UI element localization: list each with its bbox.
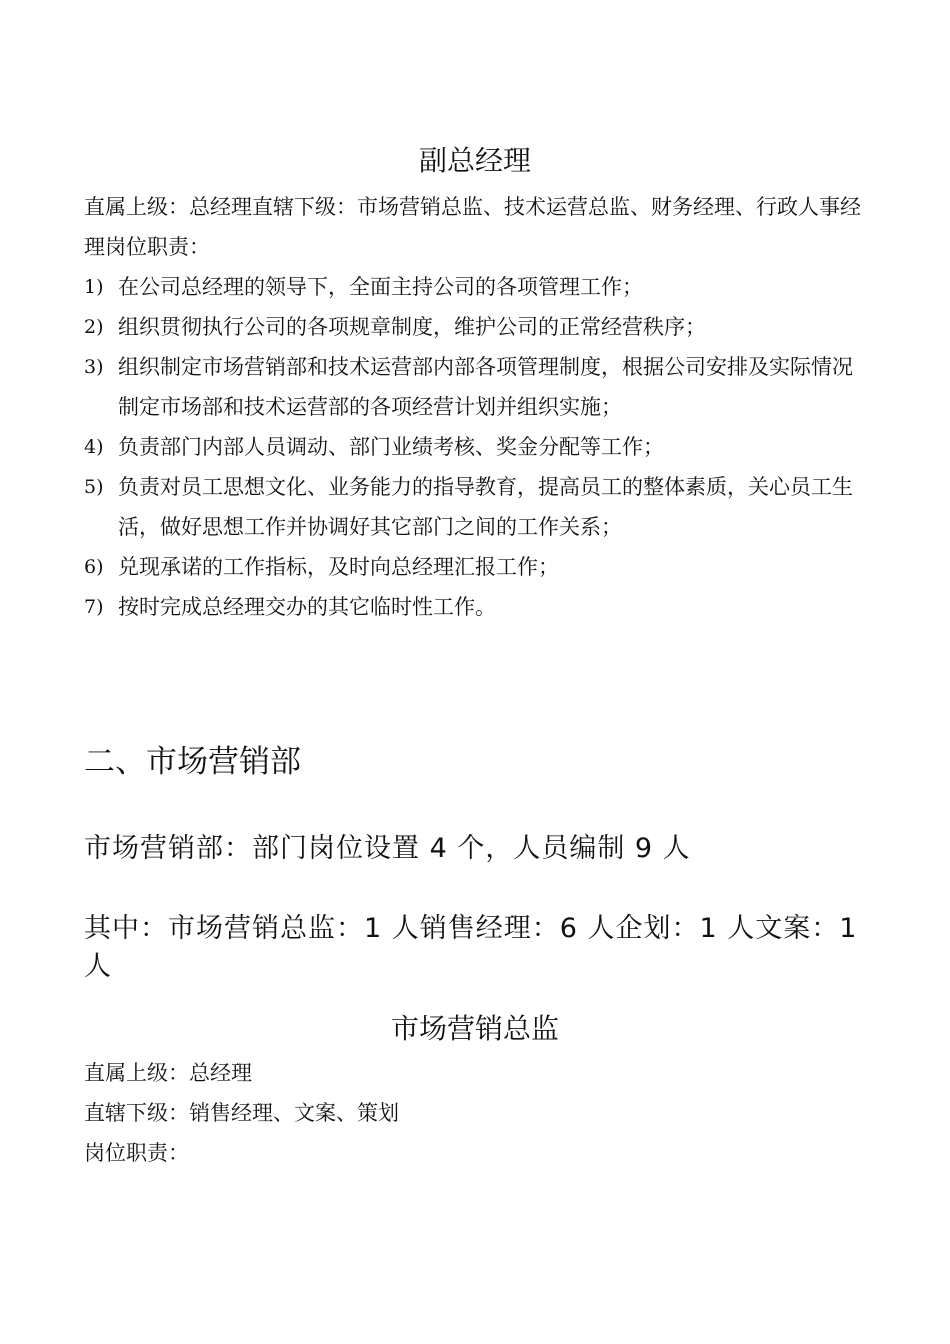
duty-item-text: 负责部门内部人员调动、部门业绩考核、奖金分配等工作； <box>118 435 664 459</box>
duty-item-number: 3) <box>84 356 104 378</box>
duty-item-text: 组织制定市场营销部和技术运营部内部各项管理制度，根据公司安排及实际情况制定市场部和技术运营部的各项经营计划并组织实施； <box>118 355 853 419</box>
section-title-deputy-gm: 副总经理 <box>418 144 531 177</box>
staff-breakdown: 其中：市场营销总监：1 人销售经理：6 人企划：1 人文案：1 人 <box>84 913 858 982</box>
duty-item <box>84 267 864 307</box>
duty-item <box>84 347 864 427</box>
duty-item <box>84 467 864 547</box>
duty-item <box>84 547 864 587</box>
department-summary: 市场营销部：部门岗位设置 4 个，人员编制 9 人 <box>84 833 691 864</box>
section-heading-marketing: 二、市场营销部 <box>84 744 301 780</box>
duty-item-text: 负责对员工思想文化、业务能力的指导教育，提高员工的整体素质，关心员工生活，做好思想工作并协调好其它部门之间的工作关系； <box>118 475 853 539</box>
duty-item <box>84 307 864 347</box>
duty-item-number: 2) <box>84 316 104 338</box>
duty-item-text: 在公司总经理的领导下，全面主持公司的各项管理工作； <box>118 275 643 299</box>
duty-item-text: 兑现承诺的工作指标，及时向总经理汇报工作； <box>118 555 559 579</box>
duty-item-number: 5) <box>84 476 104 498</box>
duty-item-text: 组织贯彻执行公司的各项规章制度，维护公司的正常经营秩序； <box>118 315 706 339</box>
duty-item-text: 按时完成总经理交办的其它临时性工作。 <box>118 595 496 619</box>
duty-item-number: 6) <box>84 556 104 578</box>
duties-label: 岗位职责： <box>84 1141 189 1165</box>
direct-subordinates: 直辖下级：销售经理、文案、策划 <box>84 1101 399 1125</box>
section-title-marketing-director: 市场营销总监 <box>390 1012 559 1045</box>
duty-item-number: 4) <box>84 436 104 458</box>
duty-item <box>84 587 864 627</box>
reporting-line-paragraph: 直属上级：总经理直辖下级：市场营销总监、技术运营总监、财务经理、行政人事经理岗位职责： <box>84 195 861 259</box>
duty-item <box>84 427 864 467</box>
duty-item-number: 7) <box>84 596 104 618</box>
direct-superior: 直属上级：总经理 <box>84 1061 252 1085</box>
duty-item-number: 1) <box>84 276 104 298</box>
